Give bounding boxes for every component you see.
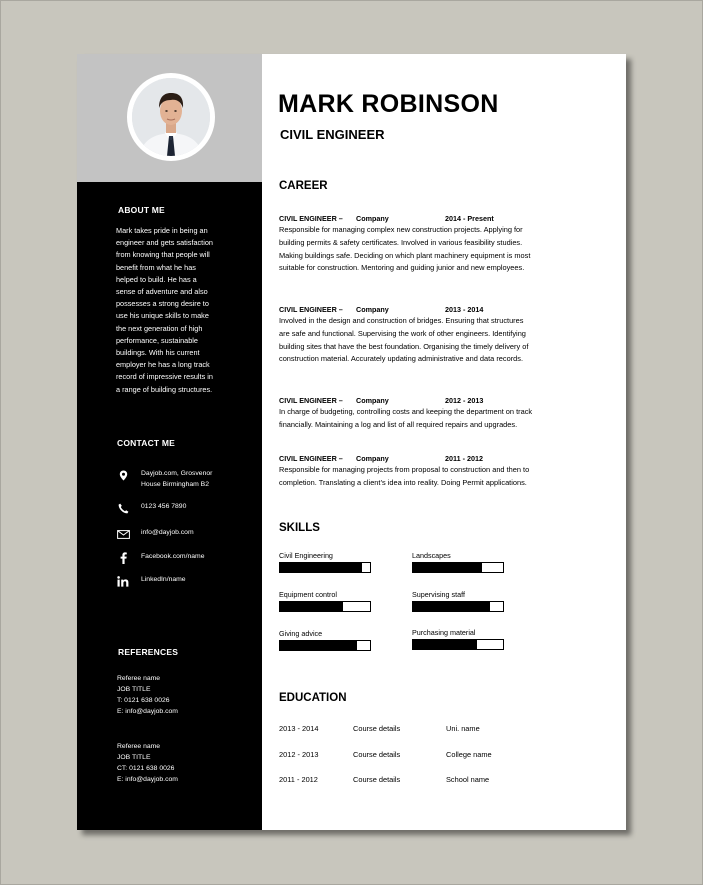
job-dates: 2013 - 2014 <box>445 305 484 314</box>
skill-label: Equipment control <box>279 590 337 599</box>
job-role: CIVIL ENGINEER – <box>279 214 343 223</box>
education-school: College name <box>446 750 492 759</box>
job-description-line: financially. Maintaining a log and list of all required repairs and upgrades. <box>279 419 518 429</box>
job-dates: 2014 - Present <box>445 214 494 223</box>
job-description-line: building sites that have the best foundation. Organising the timely delivery of <box>279 341 529 351</box>
education-course: Course details <box>353 750 401 759</box>
about-text <box>116 225 238 396</box>
education-years: 2011 - 2012 <box>279 775 318 784</box>
education-course: Course details <box>353 724 401 733</box>
contact-phone-text: 0123 456 7890 <box>141 503 187 510</box>
reference-email: E: info@dayjob.com <box>117 708 178 715</box>
reference-job: JOB TITLE <box>117 686 151 693</box>
phone-icon <box>115 502 131 514</box>
contact-facebook-text: Facebook.com/name <box>141 553 205 560</box>
job-company: Company <box>356 305 389 314</box>
skill-item <box>412 551 504 573</box>
career-entry <box>279 304 599 366</box>
about-line: engineer and gets satisfaction <box>116 238 213 248</box>
skill-bar <box>412 601 504 612</box>
references-heading: REFERENCES <box>118 647 179 657</box>
about-line: helped to build. He has a <box>116 274 197 284</box>
skill-fill <box>280 602 343 611</box>
person-portrait-icon <box>132 78 210 156</box>
contact-address-line: Dayjob.com, Grosvenor <box>141 470 213 477</box>
education-years: 2013 - 2014 <box>279 724 319 733</box>
skill-label: Giving advice <box>279 629 323 638</box>
profile-photo <box>132 78 210 156</box>
reference-name: Referee name <box>117 743 161 750</box>
envelope-icon <box>115 528 131 540</box>
skill-item <box>412 590 504 612</box>
contact-email <box>115 528 255 540</box>
about-line: the next generation of high <box>116 323 203 333</box>
reference-name: Referee name <box>117 675 161 682</box>
skill-label: Civil Engineering <box>279 551 333 560</box>
skill-bar <box>279 640 371 651</box>
job-description-line: building permits & safety certificates. Involved in various feasibility studies. <box>279 237 523 247</box>
facebook-icon <box>115 552 131 564</box>
about-line: benefit from what he has <box>116 262 196 272</box>
skills-heading: SKILLS <box>279 522 320 534</box>
contact-linkedin-text: LinkedIn/name <box>141 576 186 583</box>
job-company: Company <box>356 396 389 405</box>
career-entry <box>279 453 599 490</box>
contact-address-line: House Birmingham B2 <box>141 480 209 488</box>
job-dates: 2011 - 2012 <box>445 454 483 463</box>
career-entry <box>279 395 599 432</box>
education-school: Uni. name <box>446 724 480 733</box>
candidate-name: MARK ROBINSON <box>278 90 499 118</box>
education-course: Course details <box>353 775 401 784</box>
about-line: record of impressive results in <box>116 372 213 382</box>
skill-fill <box>413 563 482 572</box>
skill-item <box>412 628 504 650</box>
location-pin-icon <box>115 469 131 481</box>
skill-fill <box>413 640 477 649</box>
skill-item <box>279 590 371 612</box>
about-line: sense of adventure and also <box>116 287 208 297</box>
reference-phone: T: 0121 638 0026 <box>117 697 170 704</box>
about-line: buildings. With his current <box>116 348 200 358</box>
job-description-line: are safe and functional. Supervising the work of other engineers. Identifying <box>279 328 526 338</box>
contact-email-text: info@dayjob.com <box>141 529 194 536</box>
photo-ring <box>127 73 215 161</box>
contact-phone <box>115 502 255 514</box>
reference-job: JOB TITLE <box>117 754 151 761</box>
skill-item <box>279 551 371 573</box>
career-heading: CAREER <box>279 180 328 192</box>
about-line: use his unique skills to make <box>116 311 209 321</box>
skill-item <box>279 629 371 651</box>
job-description-line: In charge of budgeting, controlling costs and keeping the department on track <box>279 407 533 416</box>
about-line: possesses a strong desire to <box>116 299 209 309</box>
job-role: CIVIL ENGINEER – <box>279 396 343 405</box>
about-line: Mark takes pride in being an <box>116 226 208 235</box>
job-role: CIVIL ENGINEER – <box>279 305 343 314</box>
job-company: Company <box>356 454 389 463</box>
about-line: from knowing that people will <box>116 250 210 260</box>
about-heading: ABOUT ME <box>118 205 165 215</box>
about-line: a range of building structures. <box>116 384 213 394</box>
education-heading: EDUCATION <box>279 692 347 704</box>
reference-phone: CT: 0121 638 0026 <box>117 765 175 772</box>
skill-label: Supervising staff <box>412 590 466 599</box>
reference-1 <box>117 673 178 717</box>
skill-bar <box>412 639 504 650</box>
candidate-title: CIVIL ENGINEER <box>280 127 385 142</box>
reference-email: E: info@dayjob.com <box>117 776 178 783</box>
contact-heading: CONTACT ME <box>117 438 176 448</box>
job-description-line: suitable for construction. Mentoring and guiding junior and new employees. <box>279 263 525 273</box>
about-line: performance, sustainable <box>116 335 198 345</box>
skill-fill <box>280 563 362 572</box>
job-description-line: Responsible for managing projects from proposal to construction and then to <box>279 465 530 474</box>
sidebar <box>77 54 262 830</box>
contact-linkedin <box>115 575 255 587</box>
skill-fill <box>413 602 490 611</box>
job-dates: 2012 - 2013 <box>445 396 484 405</box>
job-description-line: construction material. Accurately updating administrative and data records. <box>279 354 524 364</box>
linkedin-icon <box>115 575 131 587</box>
job-role: CIVIL ENGINEER – <box>279 454 343 463</box>
contact-facebook <box>115 552 255 564</box>
contact-address <box>115 469 255 490</box>
skill-bar <box>412 562 504 573</box>
job-description-line: Responsible for managing complex new construction projects. Applying for <box>279 225 523 234</box>
about-line: employer he has a long track <box>116 360 210 370</box>
job-description-line: completion. Translating a client’s idea into reality. Doing Permit applications. <box>279 477 527 487</box>
job-description-line: Involved in the design and construction of bridges. Ensuring that structures <box>279 316 524 325</box>
skill-fill <box>280 641 357 650</box>
education-years: 2012 - 2013 <box>279 750 319 759</box>
career-entry <box>279 213 599 275</box>
skill-label: Landscapes <box>412 551 451 560</box>
job-company: Company <box>356 214 389 223</box>
photo-band <box>77 54 262 182</box>
skill-label: Purchasing material <box>412 628 476 637</box>
job-description-line: Making buildings safe. Deciding on which plant machinery equipment is most <box>279 250 531 260</box>
education-school: School name <box>446 775 490 784</box>
resume-page <box>77 54 626 830</box>
reference-2 <box>117 741 178 785</box>
skill-bar <box>279 562 371 573</box>
skill-bar <box>279 601 371 612</box>
